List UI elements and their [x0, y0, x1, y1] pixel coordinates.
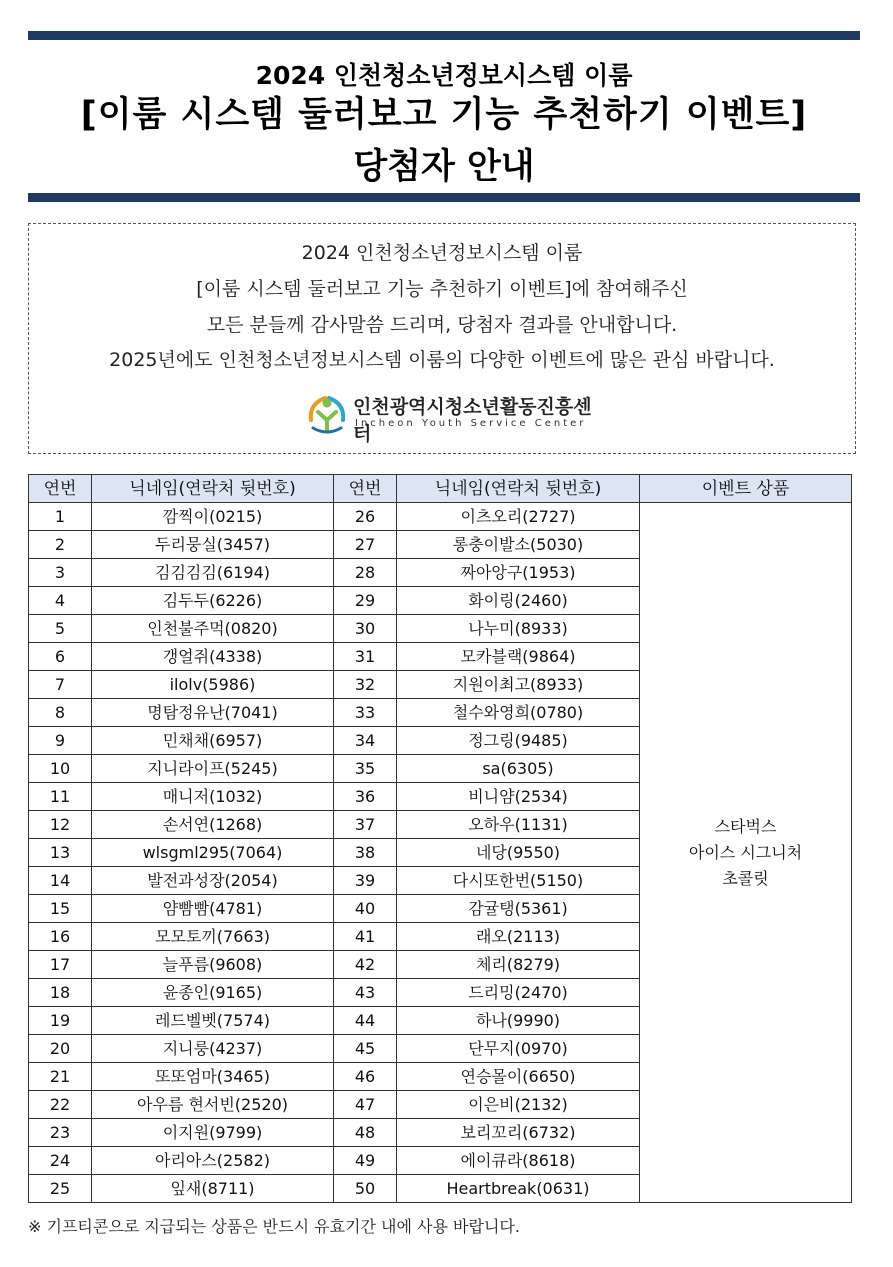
- winner-number-2: 36: [334, 783, 397, 811]
- winner-number: 19: [29, 1007, 92, 1035]
- winner-nickname: 모모토끼(7663): [92, 923, 334, 951]
- winner-number: 6: [29, 643, 92, 671]
- winner-nickname: 갱얼쥐(4338): [92, 643, 334, 671]
- winner-number: 3: [29, 559, 92, 587]
- winner-nickname-2: 드리밍(2470): [397, 979, 640, 1007]
- header-nickname: 닉네임(연락처 뒷번호): [92, 475, 334, 503]
- winner-number-2: 34: [334, 727, 397, 755]
- winner-nickname-2: 단무지(0970): [397, 1035, 640, 1063]
- winner-nickname-2: Heartbreak(0631): [397, 1175, 640, 1203]
- winner-number-2: 48: [334, 1119, 397, 1147]
- prize-line: 초콜릿: [722, 868, 769, 888]
- winner-number: 7: [29, 671, 92, 699]
- header-no: 연번: [29, 475, 92, 503]
- table-row: [29, 503, 852, 531]
- winner-nickname: 두리뭉실(3457): [92, 531, 334, 559]
- winner-nickname: 매니저(1032): [92, 783, 334, 811]
- winner-nickname-2: 정그링(9485): [397, 727, 640, 755]
- winner-number: 8: [29, 699, 92, 727]
- winner-nickname-2: sa(6305): [397, 755, 640, 783]
- winner-number: 5: [29, 615, 92, 643]
- winner-nickname-2: 감귤탱(5361): [397, 895, 640, 923]
- winner-nickname: wlsgml295(7064): [92, 839, 334, 867]
- winner-nickname-2: 하나(9990): [397, 1007, 640, 1035]
- winner-number: 17: [29, 951, 92, 979]
- winner-number: 14: [29, 867, 92, 895]
- winner-number-2: 27: [334, 531, 397, 559]
- winner-nickname: 윤종인(9165): [92, 979, 334, 1007]
- winner-number-2: 42: [334, 951, 397, 979]
- winner-number: 12: [29, 811, 92, 839]
- winner-nickname-2: 체리(8279): [397, 951, 640, 979]
- title-line-3: 당첨자 안내: [353, 147, 535, 187]
- table-body: [29, 503, 852, 1203]
- winner-nickname: ilolv(5986): [92, 671, 334, 699]
- title-line-1: 2024 인천청소년정보시스템 이룸: [255, 61, 633, 90]
- notice-box: [28, 223, 856, 454]
- winner-number-2: 35: [334, 755, 397, 783]
- winner-nickname-2: 네당(9550): [397, 839, 640, 867]
- winner-nickname: 깜찍이(0215): [92, 503, 334, 531]
- logo-subtitle: Incheon Youth Service Center: [355, 418, 587, 429]
- winner-number-2: 47: [334, 1091, 397, 1119]
- winner-number: 4: [29, 587, 92, 615]
- winner-nickname-2: 에이큐라(8618): [397, 1147, 640, 1175]
- winner-number-2: 30: [334, 615, 397, 643]
- winner-nickname-2: 오하우(1131): [397, 811, 640, 839]
- winner-nickname: 레드벨벳(7574): [92, 1007, 334, 1035]
- winner-nickname: 이지원(9799): [92, 1119, 334, 1147]
- winner-nickname: 명탐정유난(7041): [92, 699, 334, 727]
- winner-number-2: 28: [334, 559, 397, 587]
- winner-nickname-2: 이츠오리(2727): [397, 503, 640, 531]
- winner-number: 2: [29, 531, 92, 559]
- winner-nickname-2: 나누미(8933): [397, 615, 640, 643]
- winner-nickname: 김김김김(6194): [92, 559, 334, 587]
- winner-number: 23: [29, 1119, 92, 1147]
- header-nickname-2: 닉네임(연락처 뒷번호): [397, 475, 640, 503]
- winner-number: 11: [29, 783, 92, 811]
- prize-cell: [640, 503, 852, 1203]
- winner-nickname-2: 짜아앙구(1953): [397, 559, 640, 587]
- winner-number: 20: [29, 1035, 92, 1063]
- winner-nickname: 늘푸름(9608): [92, 951, 334, 979]
- winner-nickname: 잎새(8711): [92, 1175, 334, 1203]
- winner-nickname: 손서연(1268): [92, 811, 334, 839]
- header-no-2: 연번: [334, 475, 397, 503]
- winner-number: 10: [29, 755, 92, 783]
- winner-nickname: 인천불주먹(0820): [92, 615, 334, 643]
- winner-number-2: 43: [334, 979, 397, 1007]
- winner-nickname-2: 비니얌(2534): [397, 783, 640, 811]
- header-prize: 이벤트 상품: [640, 475, 852, 503]
- notice-line-1: 2024 인천청소년정보시스템 이룸: [301, 242, 583, 264]
- winner-number-2: 44: [334, 1007, 397, 1035]
- winner-nickname-2: 다시또한번(5150): [397, 867, 640, 895]
- winner-number: 24: [29, 1147, 92, 1175]
- winner-number-2: 40: [334, 895, 397, 923]
- winner-number-2: 33: [334, 699, 397, 727]
- winner-nickname: 민채채(6957): [92, 727, 334, 755]
- winner-number-2: 32: [334, 671, 397, 699]
- winner-nickname: 지니라이프(5245): [92, 755, 334, 783]
- winner-nickname-2: 연승몰이(6650): [397, 1063, 640, 1091]
- footnote: ※ 기프티콘으로 지급되는 상품은 반드시 유효기간 내에 사용 바랍니다.: [28, 1217, 520, 1236]
- winner-number: 9: [29, 727, 92, 755]
- notice-line-4: 2025년에도 인천청소년정보시스템 이룸의 다양한 이벤트에 많은 관심 바랍니다.: [109, 349, 775, 371]
- title-line-2: [이룸 시스템 둘러보고 기능 추천하기 이벤트]: [80, 95, 808, 135]
- winner-nickname: 얌빰빰(4781): [92, 895, 334, 923]
- top-divider-bar: [28, 31, 860, 40]
- winner-number: 25: [29, 1175, 92, 1203]
- winner-number-2: 39: [334, 867, 397, 895]
- notice-line-2: [이룸 시스템 둘러보고 기능 추천하기 이벤트]에 참여해주신: [196, 278, 688, 300]
- winner-number: 1: [29, 503, 92, 531]
- center-logo: [305, 390, 595, 445]
- winner-number: 13: [29, 839, 92, 867]
- winner-number-2: 50: [334, 1175, 397, 1203]
- winner-number: 16: [29, 923, 92, 951]
- winner-nickname-2: 화이링(2460): [397, 587, 640, 615]
- winner-nickname-2: 이은비(2132): [397, 1091, 640, 1119]
- winner-number-2: 49: [334, 1147, 397, 1175]
- winner-nickname: 또또엄마(3465): [92, 1063, 334, 1091]
- winner-number-2: 29: [334, 587, 397, 615]
- winner-nickname: 김두두(6226): [92, 587, 334, 615]
- winner-number-2: 46: [334, 1063, 397, 1091]
- table-header-row: [29, 475, 852, 503]
- winner-nickname-2: 모카블랙(9864): [397, 643, 640, 671]
- winner-nickname-2: 지원이최고(8933): [397, 671, 640, 699]
- winner-nickname-2: 보리꼬리(6732): [397, 1119, 640, 1147]
- winners-table: [28, 474, 852, 1203]
- winner-nickname: 아리아스(2582): [92, 1147, 334, 1175]
- winner-number-2: 41: [334, 923, 397, 951]
- prize-line: 스타벅스: [714, 816, 777, 836]
- youth-figure-icon: [305, 390, 349, 434]
- bottom-divider-bar: [28, 193, 860, 202]
- winner-number: 21: [29, 1063, 92, 1091]
- logo-name: 인천광역시청소년활동진흥센터: [353, 396, 592, 445]
- winner-number: 18: [29, 979, 92, 1007]
- winner-nickname: 아우름 현서빈(2520): [92, 1091, 334, 1119]
- winner-number-2: 37: [334, 811, 397, 839]
- winner-number: 15: [29, 895, 92, 923]
- winner-nickname-2: 래오(2113): [397, 923, 640, 951]
- winner-nickname-2: 철수와영희(0780): [397, 699, 640, 727]
- winner-nickname-2: 롱충이발소(5030): [397, 531, 640, 559]
- winner-number-2: 26: [334, 503, 397, 531]
- notice-line-3: 모든 분들께 감사말씀 드리며, 당첨자 결과를 안내합니다.: [206, 314, 678, 336]
- winner-number-2: 45: [334, 1035, 397, 1063]
- prize-line: 아이스 시그니처: [688, 842, 803, 862]
- winner-number: 22: [29, 1091, 92, 1119]
- winner-nickname: 발전과성장(2054): [92, 867, 334, 895]
- winner-number-2: 31: [334, 643, 397, 671]
- winner-number-2: 38: [334, 839, 397, 867]
- winner-nickname: 지니룽(4237): [92, 1035, 334, 1063]
